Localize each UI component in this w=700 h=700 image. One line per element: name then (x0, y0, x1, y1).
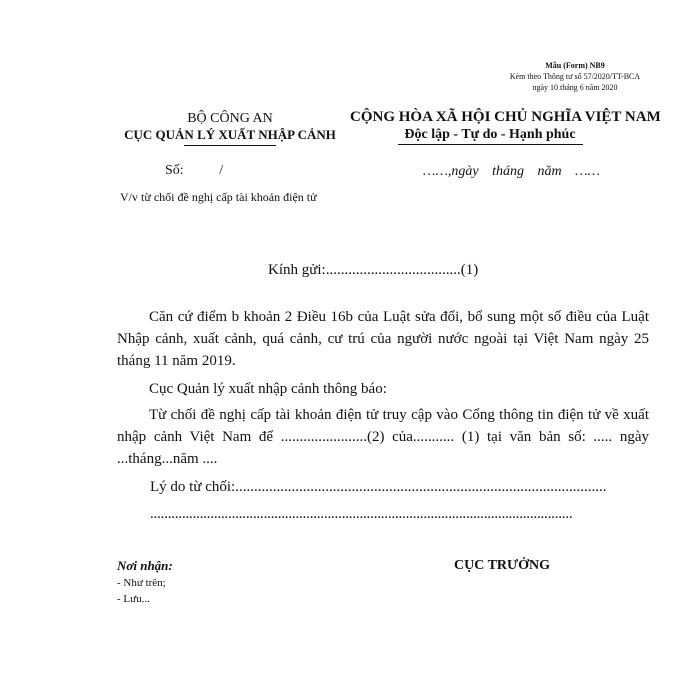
motto-underline (398, 144, 583, 145)
department-underline (184, 145, 276, 146)
national-motto: Độc lập - Tự do - Hạnh phúc (404, 127, 576, 142)
document-subject: V/v từ chối đề nghị cấp tài khoản điện tử (120, 190, 317, 204)
refusal-reason-continued: ....................................................................................................................... (150, 506, 573, 522)
place-date-line: ……,ngày tháng năm …… (423, 164, 601, 179)
form-date: ngày 10 tháng 6 năm 2020 (532, 83, 618, 92)
signer-title: CỤC TRƯỞNG (454, 558, 551, 573)
form-code: Mẫu (Form) NB9 (545, 61, 605, 70)
department-name: CỤC QUẢN LÝ XUẤT NHẬP CẢNH (124, 127, 336, 142)
refusal-reason-line: Lý do từ chối:................................................................................................... (150, 479, 607, 495)
form-circular: Kèm theo Thông tư số 57/2020/TT-BCA (509, 72, 641, 81)
notification-paragraph: Cục Quản lý xuất nhập cảnh thông báo: (149, 381, 387, 397)
recipient-item: - Lưu... (117, 593, 150, 605)
ministry-name: BỘ CÔNG AN (187, 111, 273, 126)
recipients-list (117, 575, 166, 607)
document-number-label: Số: (165, 163, 184, 178)
form-reference (470, 60, 680, 93)
legal-basis-paragraph: Căn cứ điểm b khoản 2 Điều 16b của Luật sửa đổi, bổ sung một số điều của Luật Nhập cảnh, xuất cảnh, quá cảnh, cư trú của người nước ngoài tại Việt Nam ngày 25 tháng 11 năm 2019. (117, 309, 649, 369)
recipient-item: - Như trên; (117, 577, 166, 589)
recipients-label: Nơi nhận: (117, 558, 173, 573)
document-number (165, 163, 223, 179)
issuing-authority (100, 110, 360, 146)
nation-name: CỘNG HÒA XÃ HỘI CHỦ NGHĨA VIỆT NAM (350, 109, 661, 125)
national-header (350, 108, 661, 145)
refusal-paragraph: Từ chối đề nghị cấp tài khoản điện tử truy cập vào Cổng thông tin điện tử về xuất nhập cảnh Việt Nam để .......................(2) của........... (1) tại văn bản số: ..... ngày ...tháng...năm .... (117, 407, 649, 467)
recipient-line: Kính gửi:....................................(1) (268, 262, 479, 278)
document-number-slash: / (219, 163, 224, 178)
